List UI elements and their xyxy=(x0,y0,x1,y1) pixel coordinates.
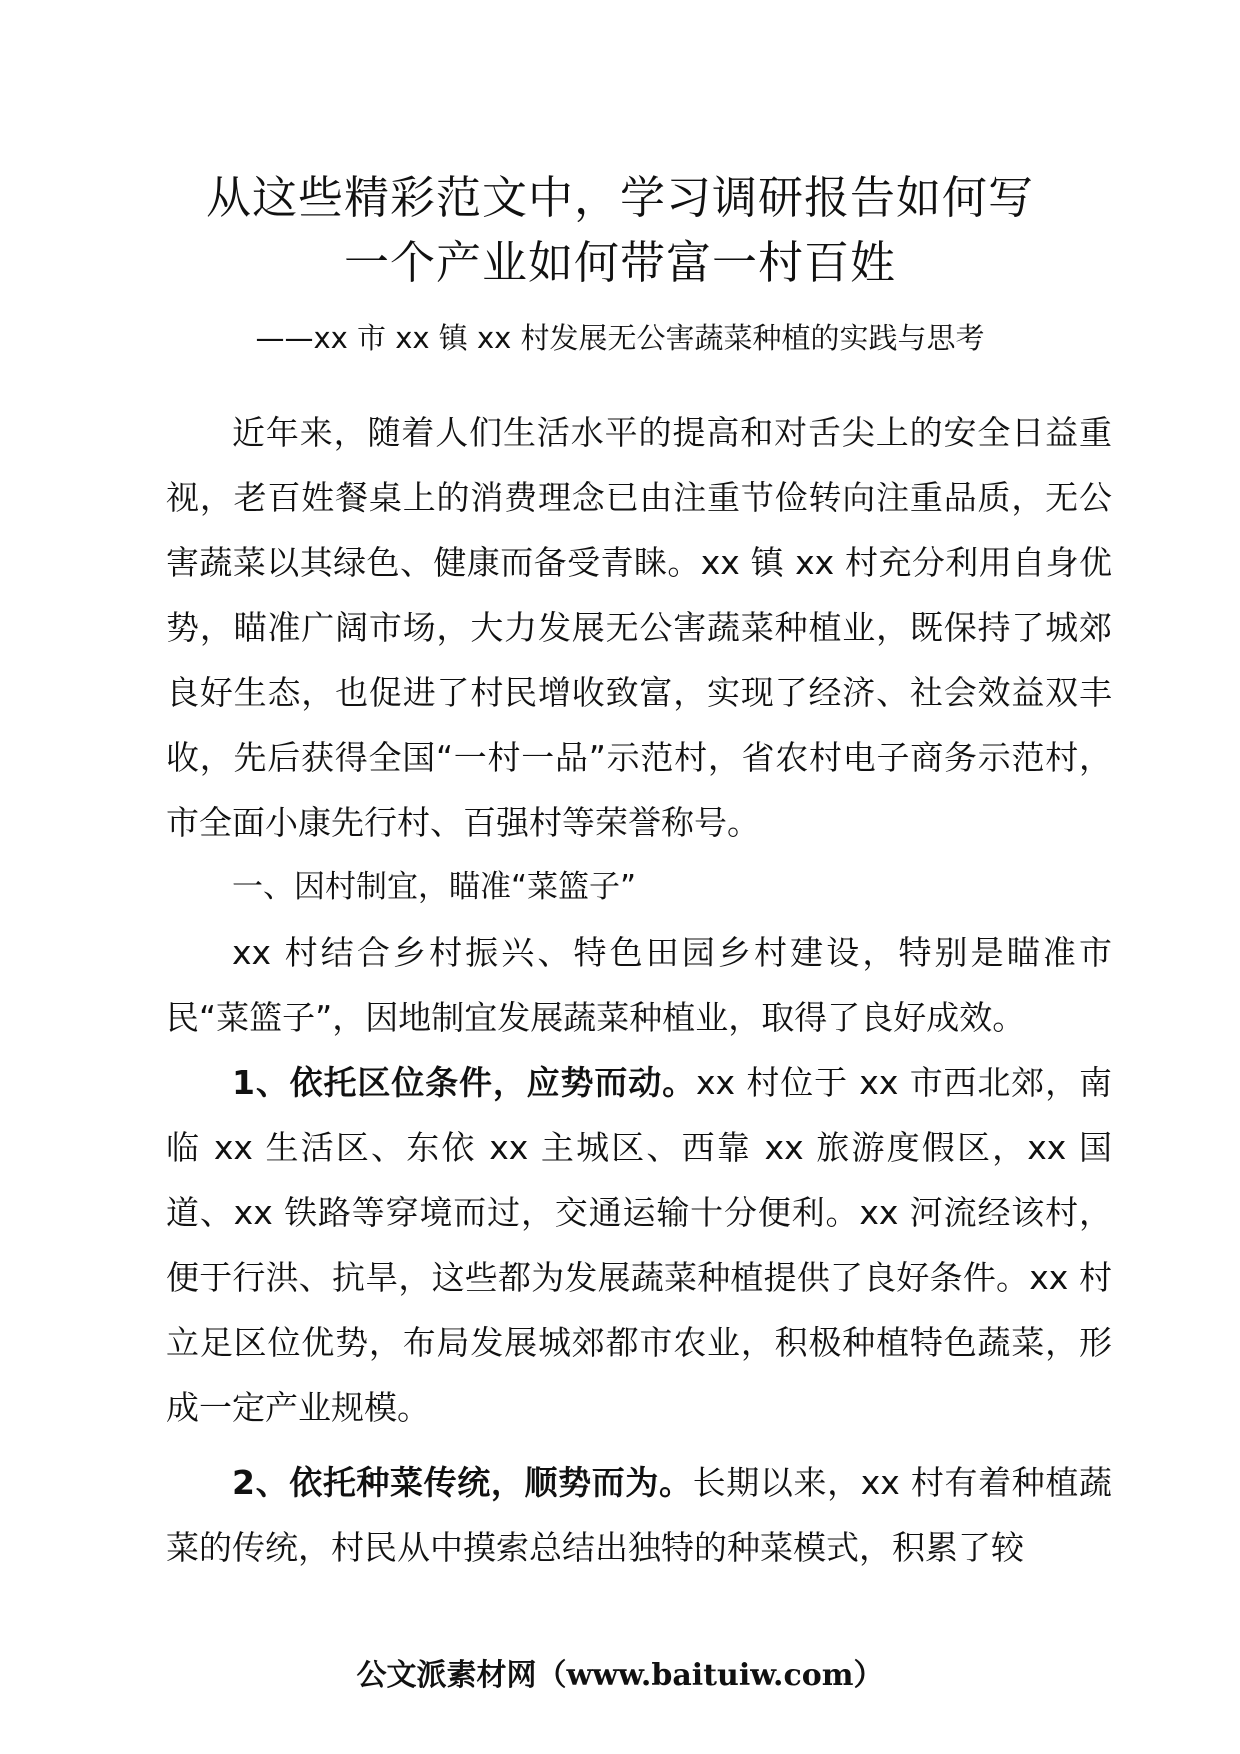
intro-paragraph: 近年来，随着人们生活水平的提高和对舌尖上的安全日益重视，老百姓餐桌上的消费理念已由注重节俭转向注重品质，无公害蔬菜以其绿色、健康而备受青睐。xx 镇 xx 村充分利用自身优势，瞄准广阔市场，大力发展无公害蔬菜种植业，既保持了城郊良好生态，也促进了村民增收致富，实现了经济、社会效益双丰收，先后获得全国“一村一品”示范村，省农村电子商务示范村，市全面小康先行村、百强村等荣誉称号。 xyxy=(166,413,1112,842)
document-subtitle: ——xx 市 xx 镇 xx 村发展无公害蔬菜种植的实践与思考 xyxy=(255,321,985,355)
section-1-paragraph: xx 村结合乡村振兴、特色田园乡村建设，特别是瞄准市民“菜篮子”，因地制宜发展蔬菜种植业，取得了良好成效。 xyxy=(166,933,1112,1037)
point-1-text: xx 村位于 xx 市西北郊，南临 xx 生活区、东依 xx 主城区、西靠 xx 旅游度假区，xx 国道、xx 铁路等穿境而过，交通运输十分便利。xx 河流经该村，便于行洪、抗旱，这些都为发展蔬菜种植提供了良好条件。xx 村立足区位优势，布局发展城郊都市农业，积极种植特色蔬菜，形成一定产业规模。 xyxy=(166,1063,1112,1427)
point-1-lead: 1、依托区位条件，应势而动。 xyxy=(232,1063,696,1102)
point-2-text: 长期以来，xx 村有着种植蔬菜的传统，村民从中摸索总结出独特的种菜模式，积累了较 xyxy=(166,1463,1112,1567)
document-title-line-2: 一个产业如何带富一村百姓 xyxy=(343,236,896,289)
section-1-heading: 一、因村制宜，瞄准“菜篮子” xyxy=(232,869,637,905)
document-title-line-1: 从这些精彩范文中，学习调研报告如何写 xyxy=(205,171,1034,224)
point-2-paragraph xyxy=(166,1450,1112,1580)
paragraph-spacer xyxy=(166,1440,1112,1450)
document-body xyxy=(166,400,1112,1580)
point-1-paragraph xyxy=(166,1050,1112,1440)
point-2-lead: 2、依托种菜传统，顺势而为。 xyxy=(232,1463,693,1502)
footer-watermark: 公文派素材网（www.baituiw.com） xyxy=(356,1658,884,1693)
